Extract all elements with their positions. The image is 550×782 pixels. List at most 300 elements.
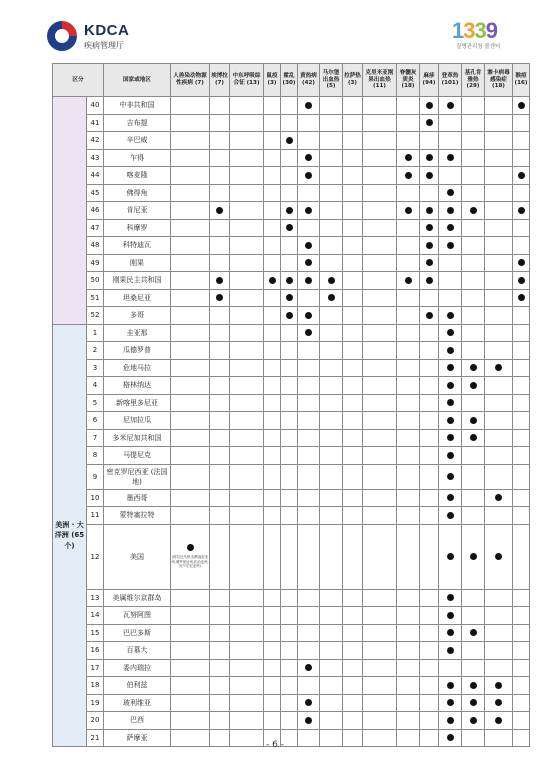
disease-cell-c12 xyxy=(439,447,462,465)
disease-cell-c15 xyxy=(513,624,530,642)
country-name: 美国 xyxy=(104,524,171,589)
presence-dot-icon xyxy=(518,277,525,284)
disease-cell-c10 xyxy=(397,167,420,185)
disease-cell-c4 xyxy=(264,394,281,412)
disease-cell-c14 xyxy=(485,237,513,255)
disease-cell-c12 xyxy=(439,272,462,290)
disease-cell-c2 xyxy=(210,589,230,607)
disease-cell-c6 xyxy=(298,149,320,167)
disease-cell-c9 xyxy=(363,202,397,220)
disease-cell-c6 xyxy=(298,447,320,465)
disease-cell-c8 xyxy=(343,219,363,237)
disease-cell-c12 xyxy=(439,202,462,220)
disease-cell-c2 xyxy=(210,167,230,185)
presence-dot-icon xyxy=(305,207,312,214)
presence-dot-icon xyxy=(426,207,433,214)
presence-dot-icon xyxy=(305,664,312,671)
table-row xyxy=(53,377,530,395)
disease-cell-c3 xyxy=(230,464,264,489)
presence-dot-icon xyxy=(426,259,433,266)
disease-cell-c11 xyxy=(420,447,439,465)
row-number: 20 xyxy=(87,712,104,730)
disease-cell-c10 xyxy=(397,307,420,325)
disease-cell-c9 xyxy=(363,149,397,167)
presence-dot-icon xyxy=(286,224,293,231)
presence-dot-icon xyxy=(447,647,454,654)
disease-cell-c5 xyxy=(281,642,298,660)
disease-cell-c2 xyxy=(210,642,230,660)
disease-cell-c14 xyxy=(485,624,513,642)
disease-cell-c13 xyxy=(462,132,485,150)
disease-cell-c3 xyxy=(230,624,264,642)
disease-cell-c7 xyxy=(320,324,343,342)
presence-dot-icon xyxy=(305,154,312,161)
disease-cell-c1 xyxy=(171,447,210,465)
disease-cell-c10 xyxy=(397,489,420,507)
presence-dot-icon xyxy=(447,417,454,424)
disease-cell-c5 xyxy=(281,507,298,525)
disease-cell-c7 xyxy=(320,524,343,589)
disease-cell-c15 xyxy=(513,429,530,447)
disease-cell-c6 xyxy=(298,659,320,677)
disease-cell-c1 xyxy=(171,607,210,625)
presence-dot-icon xyxy=(426,277,433,284)
disease-cell-c12 xyxy=(439,489,462,507)
row-number: 2 xyxy=(87,342,104,360)
disease-cell-c8 xyxy=(343,447,363,465)
disease-cell-c6 xyxy=(298,677,320,695)
country-name: 委内瑞拉 xyxy=(104,659,171,677)
disease-cell-c3 xyxy=(230,359,264,377)
disease-cell-c8 xyxy=(343,524,363,589)
disease-cell-c7 xyxy=(320,429,343,447)
disease-cell-c3 xyxy=(230,272,264,290)
presence-dot-icon xyxy=(447,329,454,336)
disease-cell-c8 xyxy=(343,289,363,307)
presence-dot-icon xyxy=(447,347,454,354)
disease-cell-c11 xyxy=(420,464,439,489)
disease-cell-c10 xyxy=(397,607,420,625)
disease-cell-c2 xyxy=(210,447,230,465)
disease-cell-c4 xyxy=(264,342,281,360)
disease-cell-c3 xyxy=(230,712,264,730)
disease-cell-c15 xyxy=(513,272,530,290)
disease-cell-c2 xyxy=(210,507,230,525)
disease-cell-c9 xyxy=(363,342,397,360)
disease-cell-c9 xyxy=(363,114,397,132)
presence-dot-icon xyxy=(286,312,293,319)
disease-cell-c14 xyxy=(485,507,513,525)
country-name: 马提尼克 xyxy=(104,447,171,465)
disease-cell-c14 xyxy=(485,712,513,730)
disease-cell-c11 xyxy=(420,677,439,695)
disease-cell-c13 xyxy=(462,489,485,507)
region-cell xyxy=(53,97,87,325)
disease-cell-c14 xyxy=(485,149,513,167)
column-header-c4: 鼠疫 (3) xyxy=(264,64,281,97)
disease-cell-c11 xyxy=(420,132,439,150)
disease-cell-c3 xyxy=(230,394,264,412)
presence-dot-icon xyxy=(305,277,312,284)
disease-cell-c12 xyxy=(439,97,462,115)
disease-cell-c10 xyxy=(397,149,420,167)
disease-cell-c7 xyxy=(320,342,343,360)
disease-cell-c2 xyxy=(210,412,230,430)
disease-cell-c8 xyxy=(343,677,363,695)
kdca-logo xyxy=(44,18,80,54)
presence-dot-icon xyxy=(305,242,312,249)
disease-cell-c7 xyxy=(320,694,343,712)
presence-dot-icon xyxy=(447,242,454,249)
disease-cell-c1 xyxy=(171,202,210,220)
disease-cell-c6 xyxy=(298,324,320,342)
disease-cell-c2 xyxy=(210,712,230,730)
disease-cell-c5 xyxy=(281,677,298,695)
table-row xyxy=(53,712,530,730)
disease-cell-c2 xyxy=(210,97,230,115)
disease-cell-c15 xyxy=(513,394,530,412)
country-name: 吉布提 xyxy=(104,114,171,132)
column-header-c11: 麻疹 (94) xyxy=(420,64,439,97)
disease-cell-c15 xyxy=(513,712,530,730)
disease-cell-c1 xyxy=(171,489,210,507)
disease-cell-c15 xyxy=(513,659,530,677)
presence-dot-icon xyxy=(495,699,502,706)
disease-cell-c4 xyxy=(264,272,281,290)
disease-cell-c14 xyxy=(485,307,513,325)
table-row xyxy=(53,324,530,342)
disease-cell-c2 xyxy=(210,307,230,325)
disease-cell-c1 xyxy=(171,524,210,589)
table-row xyxy=(53,589,530,607)
disease-cell-c15 xyxy=(513,219,530,237)
presence-dot-icon xyxy=(518,102,525,109)
disease-cell-c13 xyxy=(462,307,485,325)
country-name: 美属维尔京群岛 xyxy=(104,589,171,607)
presence-dot-icon xyxy=(286,137,293,144)
column-header-c15: 猴痘 (16) xyxy=(513,64,530,97)
disease-cell-c1 xyxy=(171,429,210,447)
disease-cell-c4 xyxy=(264,712,281,730)
disease-cell-c12 xyxy=(439,167,462,185)
disease-cell-c5 xyxy=(281,342,298,360)
disease-cell-c15 xyxy=(513,412,530,430)
disease-cell-c12 xyxy=(439,254,462,272)
disease-cell-c15 xyxy=(513,237,530,255)
disease-cell-c11 xyxy=(420,289,439,307)
presence-dot-icon xyxy=(447,512,454,519)
table-row xyxy=(53,507,530,525)
presence-dot-icon xyxy=(495,494,502,501)
disease-cell-c5 xyxy=(281,489,298,507)
country-name: 佛得角 xyxy=(104,184,171,202)
disease-cell-c4 xyxy=(264,642,281,660)
row-number: 12 xyxy=(87,524,104,589)
disease-cell-c4 xyxy=(264,524,281,589)
country-name: 萨摩亚 xyxy=(104,729,171,747)
disease-cell-c3 xyxy=(230,607,264,625)
disease-cell-c12 xyxy=(439,184,462,202)
disease-cell-c12 xyxy=(439,607,462,625)
row-number: 5 xyxy=(87,394,104,412)
disease-cell-c9 xyxy=(363,412,397,430)
presence-dot-icon xyxy=(305,312,312,319)
row-number: 9 xyxy=(87,464,104,489)
disease-cell-c4 xyxy=(264,167,281,185)
table-row xyxy=(53,114,530,132)
presence-dot-icon xyxy=(269,277,276,284)
presence-dot-icon xyxy=(470,717,477,724)
country-name: 科摩罗 xyxy=(104,219,171,237)
row-number: 16 xyxy=(87,642,104,660)
row-number: 48 xyxy=(87,237,104,255)
disease-cell-c10 xyxy=(397,412,420,430)
disease-cell-c12 xyxy=(439,377,462,395)
presence-dot-icon xyxy=(305,172,312,179)
disease-cell-c1 xyxy=(171,394,210,412)
disease-cell-c6 xyxy=(298,132,320,150)
disease-cell-c8 xyxy=(343,202,363,220)
column-header-c10: 脊髓灰质炎 (18) xyxy=(397,64,420,97)
column-header-c1: 人兽染动物源性疾病 (7) xyxy=(171,64,210,97)
disease-cell-c6 xyxy=(298,219,320,237)
disease-cell-c4 xyxy=(264,412,281,430)
presence-dot-icon xyxy=(328,294,335,301)
disease-cell-c8 xyxy=(343,412,363,430)
country-name: 乍得 xyxy=(104,149,171,167)
disease-cell-c4 xyxy=(264,254,281,272)
disease-cell-c8 xyxy=(343,167,363,185)
disease-cell-c4 xyxy=(264,237,281,255)
disease-cell-c5 xyxy=(281,464,298,489)
disease-cell-c5 xyxy=(281,394,298,412)
disease-cell-c14 xyxy=(485,429,513,447)
disease-cell-c11 xyxy=(420,377,439,395)
disease-cell-c7 xyxy=(320,394,343,412)
disease-cell-c15 xyxy=(513,447,530,465)
disease-cell-c2 xyxy=(210,659,230,677)
disease-cell-c13 xyxy=(462,289,485,307)
disease-cell-c15 xyxy=(513,607,530,625)
table-row xyxy=(53,394,530,412)
row-number: 7 xyxy=(87,429,104,447)
column-header-c14: 寨卡病毒感染症 (18) xyxy=(485,64,513,97)
disease-cell-c2 xyxy=(210,464,230,489)
disease-cell-c7 xyxy=(320,132,343,150)
disease-cell-c15 xyxy=(513,342,530,360)
disease-cell-c13 xyxy=(462,607,485,625)
disease-cell-c3 xyxy=(230,254,264,272)
disease-cell-c5 xyxy=(281,289,298,307)
disease-cell-c14 xyxy=(485,524,513,589)
presence-dot-icon xyxy=(286,294,293,301)
disease-cell-c2 xyxy=(210,607,230,625)
presence-dot-icon xyxy=(447,682,454,689)
disease-cell-c11 xyxy=(420,202,439,220)
disease-cell-c14 xyxy=(485,202,513,220)
disease-cell-c2 xyxy=(210,132,230,150)
disease-cell-c6 xyxy=(298,289,320,307)
disease-cell-c14 xyxy=(485,114,513,132)
disease-cell-c1 xyxy=(171,377,210,395)
disease-cell-c6 xyxy=(298,507,320,525)
row-number: 13 xyxy=(87,589,104,607)
presence-dot-icon xyxy=(470,382,477,389)
country-name: 巴西 xyxy=(104,712,171,730)
disease-cell-c5 xyxy=(281,167,298,185)
disease-cell-c6 xyxy=(298,359,320,377)
disease-cell-c11 xyxy=(420,607,439,625)
disease-cell-c5 xyxy=(281,659,298,677)
country-name: 圭亚那 xyxy=(104,324,171,342)
disease-cell-c11 xyxy=(420,359,439,377)
disease-cell-c9 xyxy=(363,607,397,625)
disease-cell-c9 xyxy=(363,272,397,290)
table-row xyxy=(53,607,530,625)
disease-cell-c13 xyxy=(462,114,485,132)
disease-cell-c10 xyxy=(397,272,420,290)
disease-cell-c6 xyxy=(298,624,320,642)
presence-dot-icon xyxy=(305,259,312,266)
disease-cell-c15 xyxy=(513,132,530,150)
presence-dot-icon xyxy=(518,172,525,179)
presence-dot-icon xyxy=(328,277,335,284)
disease-cell-c10 xyxy=(397,659,420,677)
disease-cell-c9 xyxy=(363,677,397,695)
disease-cell-c15 xyxy=(513,307,530,325)
country-disease-table xyxy=(52,63,530,747)
disease-cell-c7 xyxy=(320,237,343,255)
row-number: 50 xyxy=(87,272,104,290)
disease-cell-c2 xyxy=(210,377,230,395)
country-name: 肯尼亚 xyxy=(104,202,171,220)
disease-cell-c1 xyxy=(171,712,210,730)
column-header-c12: 登革热 (101) xyxy=(439,64,462,97)
disease-cell-c5 xyxy=(281,359,298,377)
disease-cell-c13 xyxy=(462,359,485,377)
disease-cell-c15 xyxy=(513,524,530,589)
column-header-region: 区分 xyxy=(53,64,104,97)
table-row xyxy=(53,359,530,377)
disease-cell-c10 xyxy=(397,359,420,377)
presence-dot-icon xyxy=(426,312,433,319)
disease-cell-c6 xyxy=(298,377,320,395)
row-number: 15 xyxy=(87,624,104,642)
disease-cell-c9 xyxy=(363,524,397,589)
disease-cell-c10 xyxy=(397,507,420,525)
disease-cell-c2 xyxy=(210,114,230,132)
disease-cell-c15 xyxy=(513,254,530,272)
presence-dot-icon xyxy=(305,102,312,109)
disease-cell-c8 xyxy=(343,272,363,290)
disease-cell-c8 xyxy=(343,237,363,255)
presence-dot-icon xyxy=(447,612,454,619)
country-name: 密克罗尼西亚 (法国地) xyxy=(104,464,171,489)
disease-cell-c10 xyxy=(397,624,420,642)
disease-cell-c4 xyxy=(264,289,281,307)
disease-cell-c14 xyxy=(485,464,513,489)
disease-cell-c8 xyxy=(343,642,363,660)
disease-cell-c5 xyxy=(281,624,298,642)
disease-cell-c1 xyxy=(171,272,210,290)
disease-cell-c6 xyxy=(298,524,320,589)
disease-cell-c15 xyxy=(513,377,530,395)
row-number: 21 xyxy=(87,729,104,747)
presence-dot-icon xyxy=(447,154,454,161)
presence-dot-icon xyxy=(305,699,312,706)
disease-cell-c12 xyxy=(439,324,462,342)
column-header-c13: 基孔肯雅热 (29) xyxy=(462,64,485,97)
disease-cell-c3 xyxy=(230,377,264,395)
table-row xyxy=(53,237,530,255)
disease-cell-c8 xyxy=(343,359,363,377)
disease-cell-c10 xyxy=(397,114,420,132)
table-row xyxy=(53,489,530,507)
table-row xyxy=(53,97,530,115)
org-abbr: KDCA xyxy=(84,22,130,39)
disease-cell-c9 xyxy=(363,324,397,342)
disease-cell-c8 xyxy=(343,394,363,412)
country-name: 瓜德罗普 xyxy=(104,342,171,360)
disease-cell-c10 xyxy=(397,712,420,730)
row-number: 11 xyxy=(87,507,104,525)
disease-cell-c14 xyxy=(485,97,513,115)
disease-cell-c1 xyxy=(171,642,210,660)
disease-cell-c8 xyxy=(343,464,363,489)
table-row xyxy=(53,429,530,447)
disease-cell-c7 xyxy=(320,642,343,660)
disease-cell-c4 xyxy=(264,132,281,150)
disease-cell-c13 xyxy=(462,642,485,660)
column-header-c7: 马尔堡出血热 (5) xyxy=(320,64,343,97)
disease-cell-c9 xyxy=(363,184,397,202)
disease-cell-c7 xyxy=(320,624,343,642)
disease-cell-c1 xyxy=(171,412,210,430)
disease-cell-c10 xyxy=(397,342,420,360)
presence-dot-icon xyxy=(470,364,477,371)
disease-cell-c7 xyxy=(320,607,343,625)
disease-cell-c15 xyxy=(513,114,530,132)
disease-cell-c7 xyxy=(320,219,343,237)
disease-cell-c6 xyxy=(298,429,320,447)
disease-cell-c3 xyxy=(230,489,264,507)
row-number: 46 xyxy=(87,202,104,220)
disease-cell-c8 xyxy=(343,489,363,507)
disease-cell-c13 xyxy=(462,412,485,430)
disease-cell-c6 xyxy=(298,589,320,607)
disease-cell-c2 xyxy=(210,272,230,290)
disease-cell-c8 xyxy=(343,184,363,202)
table-row xyxy=(53,132,530,150)
disease-cell-c4 xyxy=(264,464,281,489)
table-row xyxy=(53,167,530,185)
country-name: 多哥 xyxy=(104,307,171,325)
disease-cell-c6 xyxy=(298,489,320,507)
disease-cell-c6 xyxy=(298,167,320,185)
disease-cell-c6 xyxy=(298,97,320,115)
disease-cell-c10 xyxy=(397,184,420,202)
table-row xyxy=(53,307,530,325)
disease-cell-c13 xyxy=(462,184,485,202)
disease-cell-c11 xyxy=(420,694,439,712)
disease-cell-c13 xyxy=(462,237,485,255)
disease-cell-c9 xyxy=(363,489,397,507)
disease-cell-c15 xyxy=(513,149,530,167)
disease-cell-c2 xyxy=(210,202,230,220)
disease-cell-c8 xyxy=(343,342,363,360)
disease-cell-c9 xyxy=(363,219,397,237)
presence-dot-icon xyxy=(426,119,433,126)
